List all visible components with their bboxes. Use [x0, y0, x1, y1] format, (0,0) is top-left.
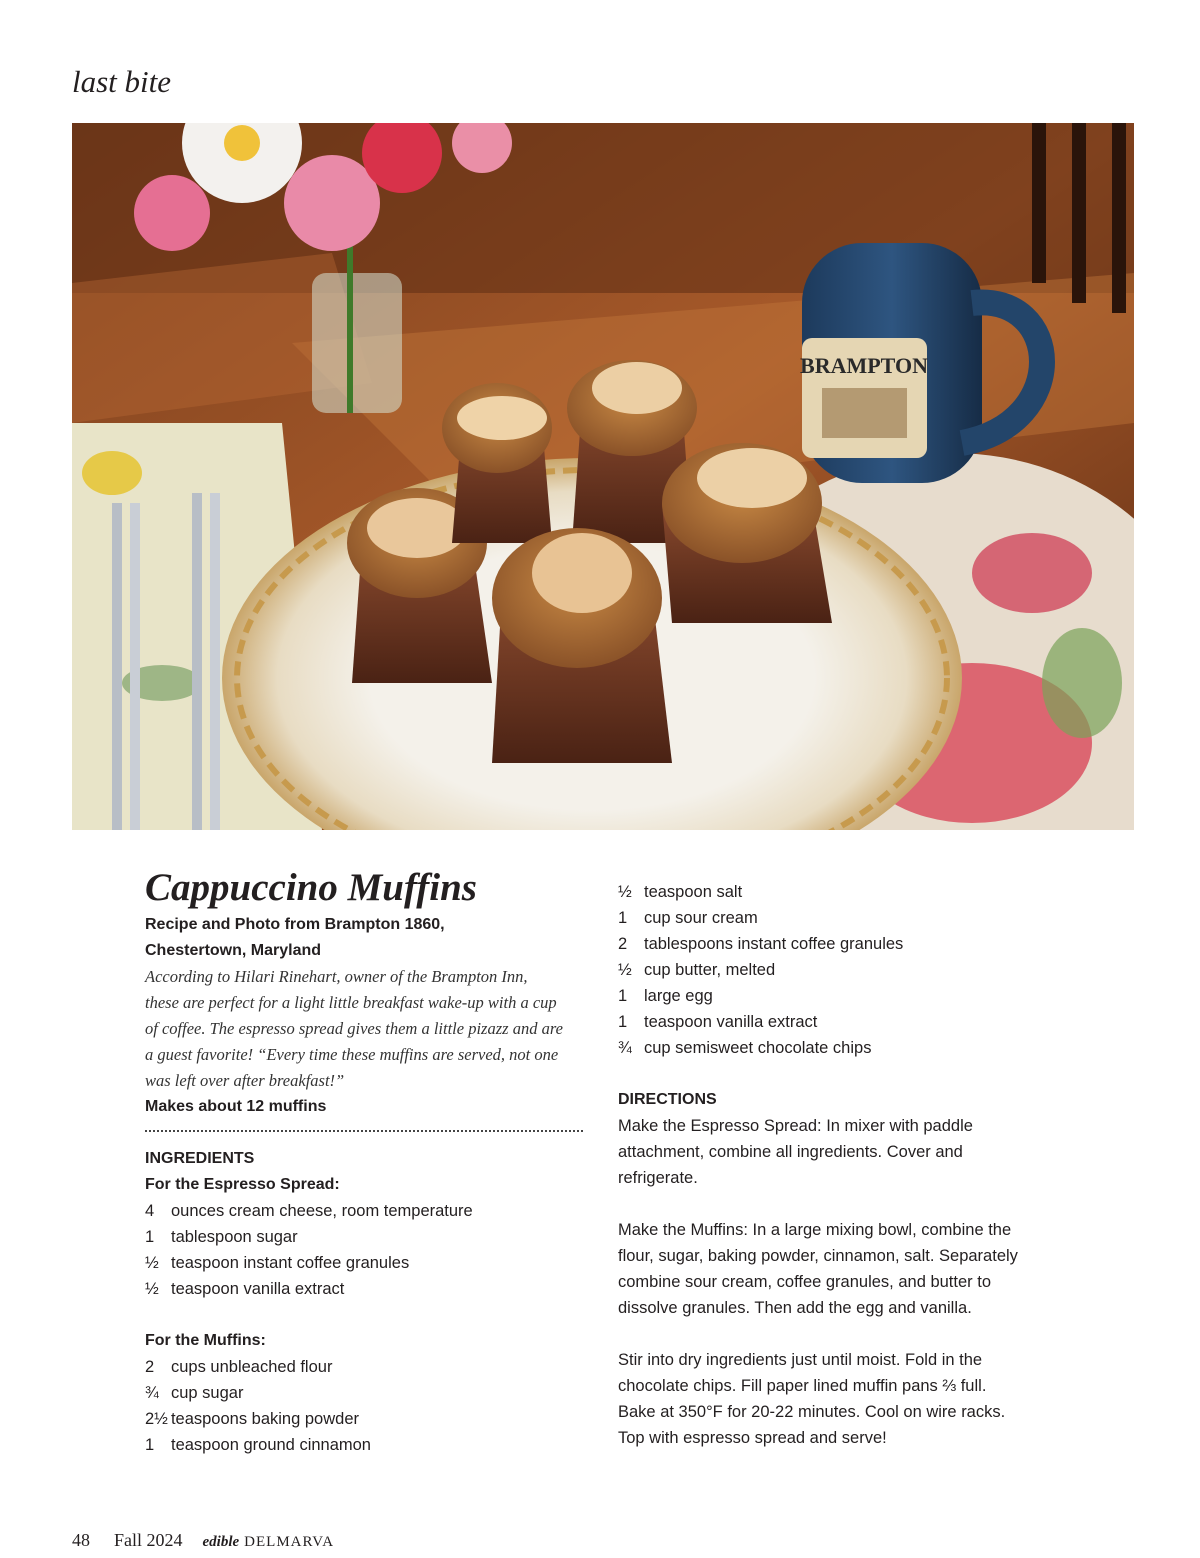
ingredient-text: cup sugar [171, 1384, 244, 1402]
direction-step [618, 1217, 1048, 1321]
ingredient-quantity: 4 [145, 1202, 155, 1220]
direction-line: refrigerate. [618, 1169, 698, 1187]
intro-line: According to Hilari Rinehart, owner of the Brampton Inn, [145, 967, 528, 986]
direction-line: Stir into dry ingredients just until moist. Fold in the [618, 1351, 983, 1369]
recipe-photo [72, 123, 1134, 830]
magazine-brand-edible: edible [202, 1534, 240, 1550]
direction-line: Make the Muffins: In a large mixing bowl, combine the [618, 1221, 1012, 1239]
section-label: last bite [72, 64, 172, 99]
ingredient-quantity: 1 [618, 987, 628, 1005]
ingredient-item [145, 1380, 585, 1406]
ingredient-item [145, 1276, 585, 1302]
directions-heading: DIRECTIONS [618, 1091, 717, 1108]
intro-line: was left over after breakfast!” [145, 1071, 345, 1090]
ingredient-item [145, 1198, 585, 1224]
ingredient-text: cup semisweet chocolate chips [644, 1039, 872, 1057]
ingredient-text: teaspoons baking powder [170, 1410, 359, 1428]
intro-line: of coffee. The espresso spread gives them a little pizazz and are [145, 1019, 563, 1038]
ingredient-item [618, 905, 1048, 931]
ingredient-item [145, 1224, 585, 1250]
ingredient-item [145, 1354, 585, 1380]
ingredient-text: tablespoon sugar [171, 1228, 298, 1246]
muffins-heading: For the Muffins: [145, 1332, 266, 1349]
ingredient-quantity: ½ [145, 1254, 159, 1272]
ingredient-quantity: ½ [145, 1280, 159, 1298]
ingredient-quantity: ½ [618, 961, 632, 979]
ingredient-item [145, 1432, 585, 1458]
ingredient-item [618, 931, 1048, 957]
ingredient-item [145, 1406, 585, 1432]
ingredients-heading: INGREDIENTS [145, 1150, 255, 1167]
recipe-credit-line-1: Recipe and Photo from Brampton 1860, [145, 916, 445, 933]
ingredient-text: cup sour cream [644, 909, 758, 927]
direction-line: flour, sugar, baking powder, cinnamon, salt. Separately [618, 1247, 1018, 1265]
direction-line: Top with espresso spread and serve! [618, 1429, 887, 1447]
ingredient-item [618, 1009, 1048, 1035]
ingredient-text: cups unbleached flour [171, 1358, 333, 1376]
ingredient-item [145, 1250, 585, 1276]
ingredient-quantity: 1 [145, 1228, 155, 1246]
ingredient-text: cup butter, melted [644, 961, 776, 979]
ingredient-text: tablespoons instant coffee granules [644, 935, 904, 953]
ingredient-text: teaspoon salt [644, 883, 743, 901]
muffins-photo-illustration [72, 123, 1134, 830]
ingredient-text: ounces cream cheese, room temperature [171, 1202, 473, 1220]
ingredient-quantity: ¾ [145, 1384, 159, 1402]
ingredient-quantity: ¾ [618, 1039, 632, 1057]
page-footer [72, 1530, 334, 1551]
ingredient-quantity: 2 [618, 935, 628, 953]
recipe-credit-line-2: Chestertown, Maryland [145, 942, 322, 959]
direction-line: attachment, combine all ingredients. Cover and [618, 1143, 963, 1161]
direction-line: Bake at 350°F for 20-22 minutes. Cool on wire racks. [618, 1403, 1006, 1421]
issue-season: Fall 2024 [114, 1530, 183, 1550]
direction-line: combine sour cream, coffee granules, and butter to [618, 1273, 991, 1291]
recipe-title: Cappuccino Muffins [145, 866, 477, 909]
ingredient-quantity: 1 [618, 1013, 628, 1031]
intro-line: these are perfect for a light little breakfast wake-up with a cup [145, 993, 557, 1012]
ingredient-quantity: 2 [145, 1358, 155, 1376]
ingredient-text: teaspoon vanilla extract [644, 1013, 818, 1031]
ingredient-text: teaspoon instant coffee granules [171, 1254, 410, 1272]
direction-line: dissolve granules. Then add the egg and vanilla. [618, 1299, 972, 1317]
direction-step [618, 1347, 1048, 1451]
direction-line: Make the Espresso Spread: In mixer with paddle [618, 1117, 973, 1135]
ingredient-quantity: 1 [618, 909, 628, 927]
espresso-spread-heading: For the Espresso Spread: [145, 1176, 340, 1193]
ingredient-quantity: 1 [145, 1436, 155, 1454]
magazine-brand-name: DELMARVA [244, 1534, 335, 1550]
recipe-left-column [145, 866, 585, 1458]
page-number: 48 [72, 1530, 90, 1550]
recipe-yield: Makes about 12 muffins [145, 1098, 327, 1115]
recipe-intro [145, 964, 585, 1094]
mug-label: BRAMPTON [800, 353, 928, 378]
ingredient-item [618, 879, 1048, 905]
ingredient-text: teaspoon ground cinnamon [171, 1436, 371, 1454]
direction-step [618, 1113, 1048, 1191]
ingredient-item [618, 983, 1048, 1009]
ingredient-text: large egg [644, 987, 713, 1005]
ingredient-quantity: ½ [618, 883, 632, 901]
intro-line: a guest favorite! “Every time these muffins are served, not one [145, 1045, 559, 1064]
recipe-right-column [618, 879, 1048, 1451]
dotted-divider [145, 1130, 583, 1132]
ingredient-item [618, 1035, 1048, 1061]
ingredient-item [618, 957, 1048, 983]
ingredient-text: teaspoon vanilla extract [171, 1280, 345, 1298]
ingredient-quantity: 2½ [145, 1410, 168, 1428]
direction-line: chocolate chips. Fill paper lined muffin pans ⅔ full. [618, 1377, 987, 1395]
